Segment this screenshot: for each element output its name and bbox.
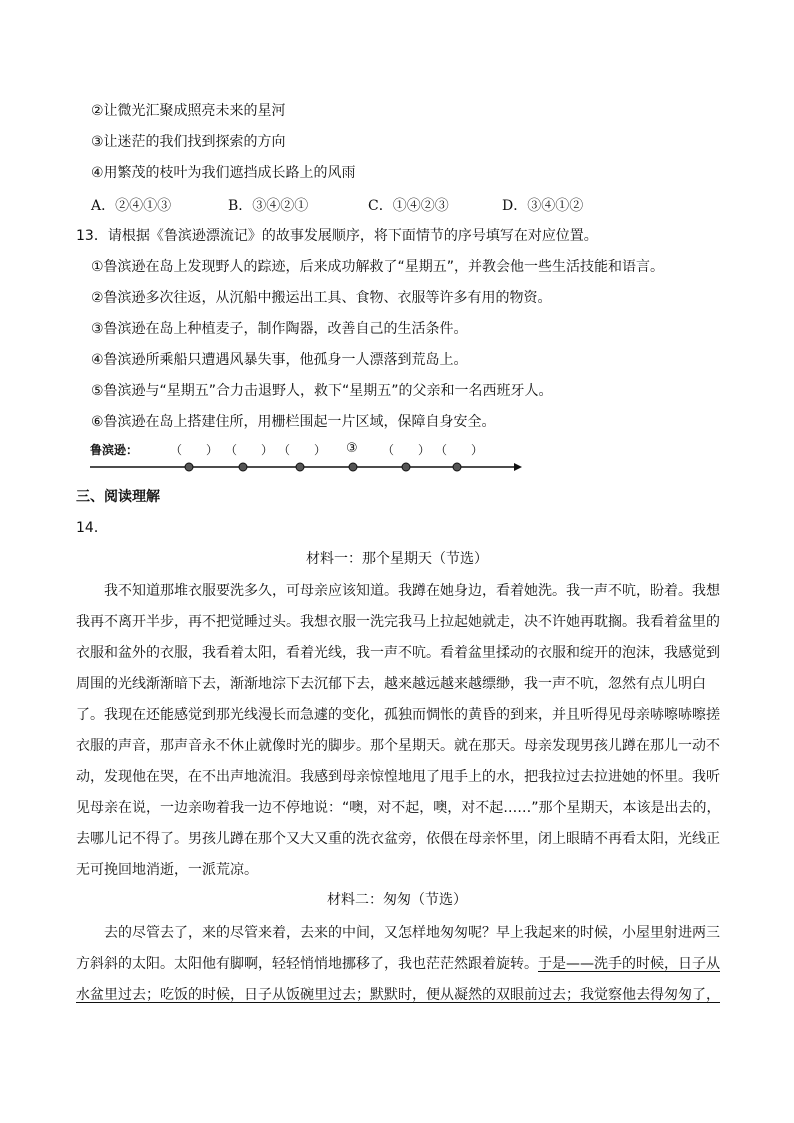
- timeline-dot-2: [239, 463, 247, 471]
- section-heading: 三、阅读理解: [76, 489, 160, 505]
- q13-item-4: ④鲁滨逊所乘船只遭遇风暴失事，他孤身一人漂落到荒岛上。: [91, 352, 468, 368]
- q13-item-1: ①鲁滨逊在岛上发现野人的踪迹，后来成功解救了“星期五”，并教会他一些生活技能和语言。: [91, 259, 665, 275]
- material2-text: 去的尽管去了，来的尽管来着，去来的中间，又怎样地匆匆呢？早上我起来的时候，小屋里射进两三方斜斜的太阳。太阳他有脚啊，轻轻悄悄地挪移了，我也茫茫然跟着旋转。: [76, 925, 720, 972]
- q12-option-c: C．①④②③: [368, 198, 449, 214]
- timeline-dot-5: [402, 463, 410, 471]
- timeline-slot-2[interactable]: （ ）: [225, 443, 274, 457]
- arrow-head-icon: [514, 463, 522, 471]
- q13-item-6: ⑥鲁滨逊在岛上搭建住所，用栅栏围起一片区域，保障自身安全。: [91, 414, 496, 430]
- timeline-slot-5[interactable]: （ ）: [382, 443, 431, 457]
- q13-timeline: [90, 438, 530, 478]
- q13-item-2: ②鲁滨逊多次往返，从沉船中搬运出工具、食物、衣服等许多有用的物资。: [91, 290, 552, 306]
- q13-item-5: ⑤鲁滨逊与“星期五”合力击退野人，救下“星期五”的父亲和一名西班牙人。: [91, 383, 553, 399]
- q13-stem: 13．请根据《鲁滨逊漂流记》的故事发展顺序，将下面情节的序号填写在对应位置。: [76, 228, 598, 244]
- timeline-slot-4: ③: [346, 441, 358, 456]
- timeline-slot-3[interactable]: （ ）: [278, 443, 327, 457]
- timeline-dot-1: [185, 463, 193, 471]
- q12-option-d: D．③④①②: [502, 198, 584, 214]
- material2-paragraph: [76, 918, 724, 1011]
- timeline-slot-1[interactable]: （ ）: [170, 443, 219, 457]
- timeline-slot-6[interactable]: （ ）: [435, 443, 484, 457]
- q12-option-b: B．③④②①: [228, 198, 309, 214]
- material2-underlined-text: 于是——洗手的时候，日子从水盆里过去；吃饭的时候，日子从饭碗里过去；默默时，便从凝然的双眼前过去；我觉察他去得匆匆了，: [76, 956, 720, 1003]
- timeline-dot-4: [349, 463, 357, 471]
- q12-item-3: ③让迷茫的我们找到探索的方向: [91, 134, 286, 150]
- q13-item-3: ③鲁滨逊在岛上种植麦子，制作陶器，改善自己的生活条件。: [91, 321, 468, 337]
- timeline-dot-3: [296, 463, 304, 471]
- material1-title: 材料一：那个星期天（节选）: [306, 551, 488, 567]
- question-number-14: 14．: [76, 520, 108, 536]
- timeline-arrow: [90, 456, 530, 476]
- q12-item-4: ④用繁茂的枝叶为我们遮挡成长路上的风雨: [91, 165, 356, 181]
- timeline-dot-6: [453, 463, 461, 471]
- material1-paragraph-2: 我现在还能感觉到那光线漫长而急遽的变化，孤独而惆怅的黄昏的到来，并且听得见母亲哧嚓哧嚓搓衣服的声音，那声音永不休止就像时光的脚步。那个星期天。就在那天。母亲发现男孩儿蹲在那儿一动不动，发现他在哭，在不出声地流泪。我感到母亲惊惶地甩了甩手上的水，把我拉过去拉进她的怀里。我听见母亲在说，一边亲吻着我一边不停地说：“噢，对不起，噢，对不起……”那个星期天，本该是出去的，去哪儿记不得了。男孩儿蹲在那个又大又重的洗衣盆旁，依偎在母亲怀里，闭上眼睛不再看太阳，光线正无可挽回地消逝，一派荒凉。: [76, 707, 721, 878]
- q12-option-a: A．②④①③: [91, 198, 172, 214]
- q12-item-2: ②让微光汇聚成照亮未来的星河: [91, 103, 286, 119]
- material1-paragraph-1: 我不知道那堆衣服要洗多久，可母亲应该知道。我蹲在她身边，看着她洗。我一声不吭，盼着。我想我再不离开半步，再不把觉睡过头。我想衣服一洗完我马上拉起她就走，决不许她再耽搁。我看着盆里的衣服和盆外的衣服，我看着太阳，看着光线，我一声不吭。看着盆里揉动的衣服和绽开的泡沫，我感觉到周围的光线渐渐暗下去，渐渐地淙下去沉郁下去，越来越远越来越缥缈，我一声不吭，忽然有点儿明白了。: [76, 583, 720, 723]
- timeline-label: 鲁滨逊：: [90, 443, 139, 457]
- material2-title: 材料二：匆匆（节选）: [327, 892, 467, 908]
